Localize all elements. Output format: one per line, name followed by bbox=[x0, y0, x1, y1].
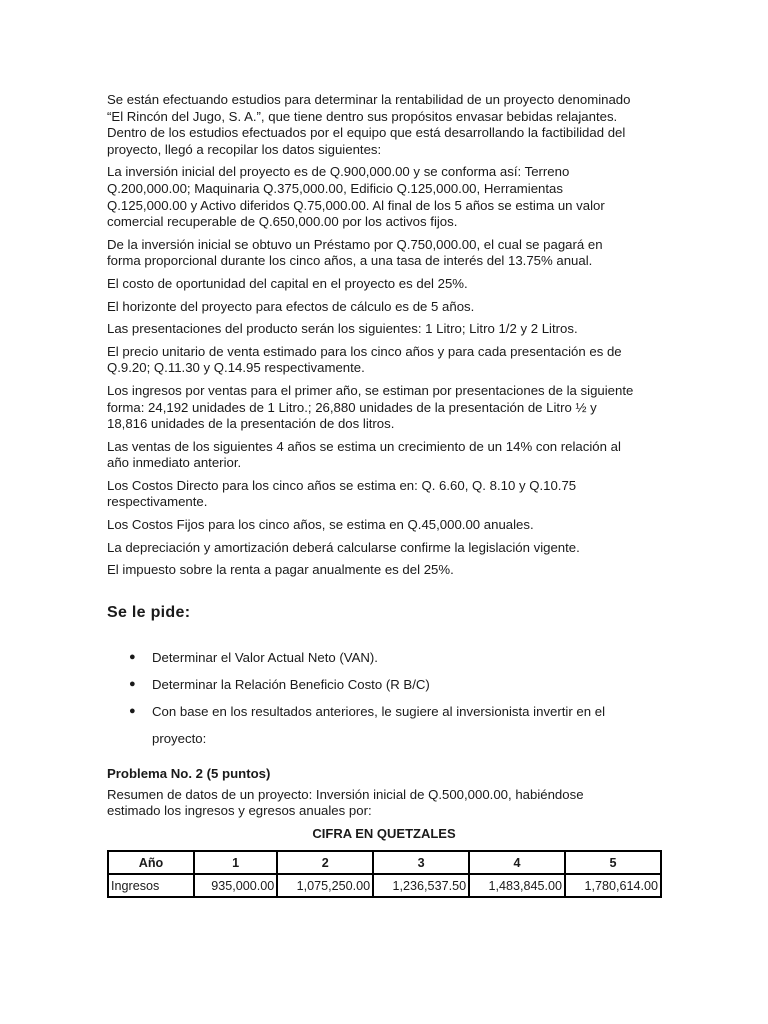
problem-title: Problema No. 2 (5 puntos) bbox=[107, 765, 271, 781]
list-item-text: Determinar el Valor Actual Neto (VAN). bbox=[152, 649, 378, 665]
section-heading: Se le pide: bbox=[107, 603, 191, 621]
presentations-paragraph: Las presentaciones del producto serán los siguientes: 1 Litro; Litro 1/2 y 2 Litros. bbox=[107, 321, 578, 337]
horizon-paragraph: El horizonte del proyecto para efectos de cálculo es de 5 años. bbox=[107, 298, 475, 314]
fixed-costs-paragraph: Los Costos Fijos para los cinco años, se estima en Q.45,000.00 anuales. bbox=[107, 517, 534, 533]
list-item-text: proyecto: bbox=[152, 730, 207, 746]
table-header-row bbox=[108, 851, 661, 874]
cash-flow-table bbox=[107, 850, 662, 898]
table-cell: 1,780,614.00 bbox=[565, 874, 661, 897]
header-cell: 2 bbox=[277, 851, 373, 874]
opportunity-cost-paragraph: El costo de oportunidad del capital en el proyecto es del 25%. bbox=[107, 275, 468, 291]
bullet-icon: ● bbox=[129, 677, 136, 690]
bullet-icon: ● bbox=[129, 704, 136, 717]
header-cell: 1 bbox=[194, 851, 277, 874]
table-row bbox=[108, 874, 661, 897]
header-cell: 3 bbox=[373, 851, 469, 874]
document-content bbox=[107, 92, 667, 898]
table-cell: 935,000.00 bbox=[194, 874, 277, 897]
row-label-cell: Ingresos bbox=[108, 874, 194, 897]
list-item bbox=[107, 644, 667, 671]
list-item-text: Con base en los resultados anteriores, le sugiere al inversionista invertir en el bbox=[152, 703, 606, 719]
intro-paragraph: Se están efectuando estudios para determinar la rentabilidad de un proyecto denominado “El Rincón del Jugo, S. A.”, que tiene dentro sus propósitos envasar bebidas relajantes. Dentro de los estudios efectuados por el equipo que está desarrollando la factibilidad del proyecto, llegó a recopilar los datos siguientes: bbox=[107, 92, 631, 157]
direct-costs-paragraph: Los Costos Directo para los cinco años se estima en: Q. 6.60, Q. 8.10 y Q.10.75 respectivamente. bbox=[107, 477, 577, 510]
sales-income-paragraph: Los ingresos por ventas para el primer año, se estiman por presentaciones de la siguiente forma: 24,192 unidades de 1 Litro.; 26,880 unidades de la presentación de Litro ½ y 18,816 unidades de la presentación de dos litros. bbox=[107, 382, 634, 432]
bullet-icon: ● bbox=[129, 650, 136, 663]
unit-price-paragraph: El precio unitario de venta estimado para los cinco años y para cada presentación es de Q.9.20; Q.11.30 y Q.14.95 respectivamente. bbox=[107, 343, 622, 376]
sales-growth-paragraph: Las ventas de los siguientes 4 años se estima un crecimiento de un 14% con relación al año inmediato anterior. bbox=[107, 438, 621, 471]
header-cell: 5 bbox=[565, 851, 661, 874]
requirements-list bbox=[107, 644, 667, 752]
header-cell: 4 bbox=[469, 851, 565, 874]
table-cell: 1,075,250.00 bbox=[277, 874, 373, 897]
income-tax-paragraph: El impuesto sobre la renta a pagar anualmente es del 25%. bbox=[107, 562, 454, 578]
problem-paragraph: Resumen de datos de un proyecto: Inversión inicial de Q.500,000.00, habiéndose estimado los ingresos y egresos anuales por: bbox=[107, 786, 584, 819]
table-cell: 1,236,537.50 bbox=[373, 874, 469, 897]
investment-paragraph: La inversión inicial del proyecto es de Q.900,000.00 y se conforma así: Terreno Q.200,000.00; Maquinaria Q.375,000.00, Edificio Q.125,000.00, Herramientas Q.125,000.00 y Activo diferidos Q.75,000.00. Al final de los 5 años se estima un valor comercial recuperable de Q.650,000.00 por los activos fijos. bbox=[107, 164, 605, 230]
list-item-continuation bbox=[107, 725, 667, 752]
header-cell-year: Año bbox=[108, 851, 194, 874]
table-caption: CIFRA EN QUETZALES bbox=[312, 826, 456, 842]
loan-paragraph: De la inversión inicial se obtuvo un Préstamo por Q.750,000.00, el cual se pagará en forma proporcional durante los cinco años, a una tasa de interés del 13.75% anual. bbox=[107, 236, 603, 269]
list-item-text: Determinar la Relación Beneficio Costo (R B/C) bbox=[152, 676, 430, 692]
list-item bbox=[107, 671, 667, 698]
depreciation-paragraph: La depreciación y amortización deberá calcularse confirme la legislación vigente. bbox=[107, 539, 580, 555]
table-cell: 1,483,845.00 bbox=[469, 874, 565, 897]
list-item bbox=[107, 698, 667, 725]
